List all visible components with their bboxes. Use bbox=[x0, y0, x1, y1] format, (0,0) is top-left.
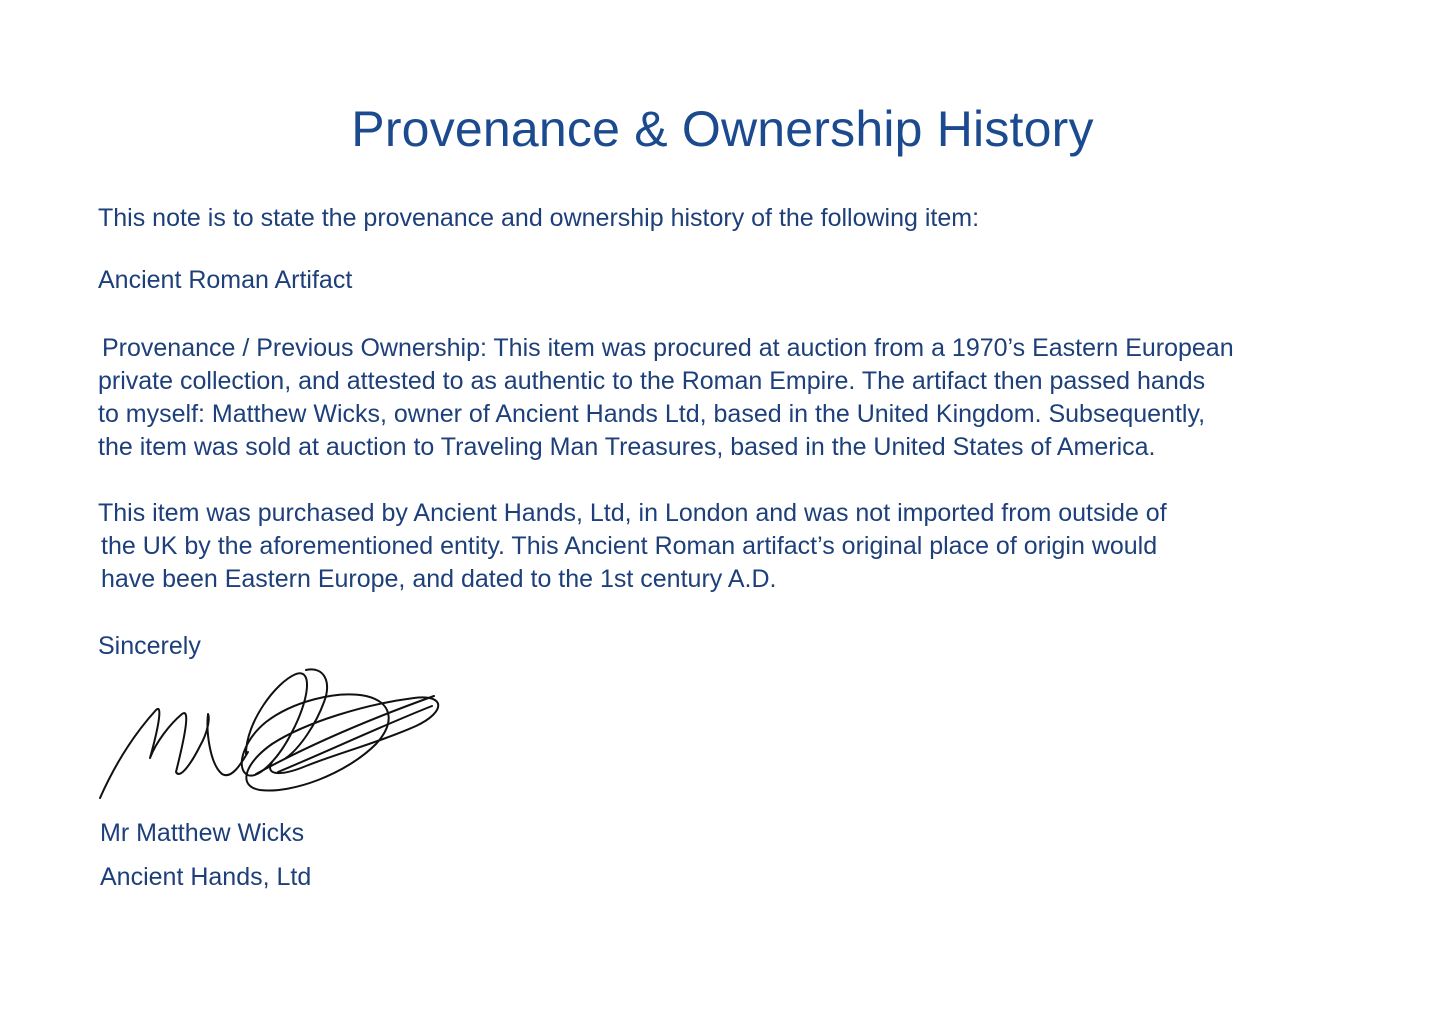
closing-text: Sincerely bbox=[98, 632, 201, 660]
provenance-paragraph bbox=[98, 332, 1234, 464]
item-name: Ancient Roman Artifact bbox=[98, 266, 353, 294]
signature bbox=[96, 662, 446, 804]
signatory-company: Ancient Hands, Ltd bbox=[100, 863, 312, 891]
provenance-line: the item was sold at auction to Traveling Man Treasures, based in the United States of America. bbox=[98, 433, 1156, 461]
signature-stroke bbox=[100, 709, 248, 798]
purchase-line: have been Eastern Europe, and dated to the 1st century A.D. bbox=[101, 565, 777, 593]
intro-text: This note is to state the provenance and ownership history of the following item: bbox=[98, 204, 980, 232]
purchase-line: This item was purchased by Ancient Hands, Ltd, in London and was not imported from outside of bbox=[98, 499, 1167, 527]
signature-stroke bbox=[242, 673, 389, 790]
provenance-line: Provenance / Previous Ownership: This item was procured at auction from a 1970’s Eastern European bbox=[102, 334, 1234, 362]
provenance-line: to myself: Matthew Wicks, owner of Ancient Hands Ltd, based in the United Kingdom. Subsequently, bbox=[98, 400, 1206, 428]
signatory-name: Mr Matthew Wicks bbox=[100, 819, 305, 847]
purchase-paragraph bbox=[98, 497, 1167, 596]
signature-stroke bbox=[256, 696, 434, 774]
page-title: Provenance & Ownership History bbox=[351, 101, 1094, 157]
purchase-line: the UK by the aforementioned entity. This Ancient Roman artifact’s original place of origin would bbox=[101, 532, 1158, 560]
provenance-line: private collection, and attested to as authentic to the Roman Empire. The artifact then passed hands bbox=[98, 367, 1206, 395]
